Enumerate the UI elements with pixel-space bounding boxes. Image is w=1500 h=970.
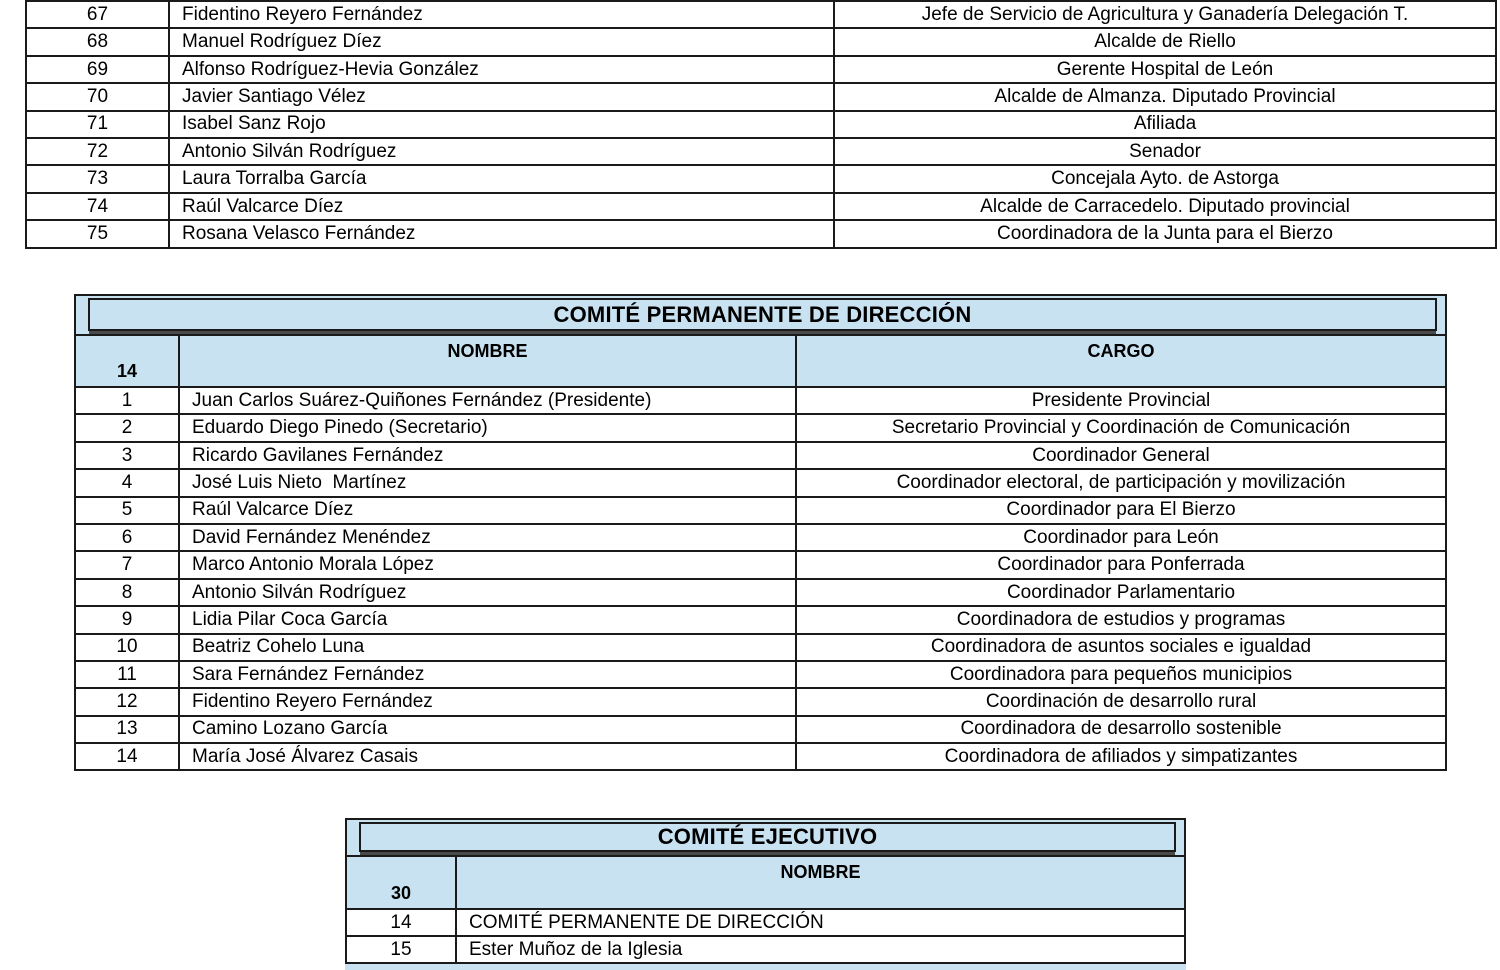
row-cargo: Coordinador General	[796, 442, 1446, 469]
comite-ejecutivo-section	[345, 818, 1186, 970]
comite-permanente-row	[75, 661, 1446, 688]
row-name: David Fernández Menéndez	[179, 524, 796, 551]
comite-permanente-row	[75, 634, 1446, 661]
row-number: 5	[75, 497, 179, 524]
member-name: Javier Santiago Vélez	[169, 83, 834, 110]
comite-ejecutivo-header-row	[346, 856, 1185, 909]
member-number: 67	[26, 1, 169, 28]
row-cargo: Coordinadora de desarrollo sostenible	[796, 716, 1446, 743]
row-name: María José Álvarez Casais	[179, 743, 796, 770]
row-cargo: Coordinador electoral, de participación y movilización	[796, 469, 1446, 496]
row-number: 3	[75, 442, 179, 469]
row-name: Camino Lozano García	[179, 716, 796, 743]
comite-ejecutivo-title: COMITÉ EJECUTIVO	[359, 822, 1176, 852]
member-number: 69	[26, 56, 169, 83]
row-name: Ester Muñoz de la Iglesia	[456, 936, 1185, 963]
row-cargo: Coordinadora de estudios y programas	[796, 606, 1446, 633]
members-table	[25, 0, 1497, 249]
comite-permanente-row	[75, 387, 1446, 414]
row-name: Raúl Valcarce Díez	[179, 497, 796, 524]
member-cargo: Afiliada	[834, 111, 1496, 138]
comite-permanente-row	[75, 551, 1446, 578]
row-number: 1	[75, 387, 179, 414]
row-cargo: Coordinadora para pequeños municipios	[796, 661, 1446, 688]
member-number: 68	[26, 28, 169, 55]
row-name: Sara Fernández Fernández	[179, 661, 796, 688]
member-name: Manuel Rodríguez Díez	[169, 28, 834, 55]
member-name: Raúl Valcarce Díez	[169, 193, 834, 220]
row-name: COMITÉ PERMANENTE DE DIRECCIÓN	[456, 909, 1185, 936]
row-name: José Luis Nieto Martínez	[179, 469, 796, 496]
row-number: 6	[75, 524, 179, 551]
row-cargo: Coordinadora de afiliados y simpatizantes	[796, 743, 1446, 770]
member-row	[26, 1, 1496, 28]
member-row	[26, 111, 1496, 138]
comite-permanente-row	[75, 469, 1446, 496]
comite-permanente-section	[74, 294, 1447, 771]
member-name: Alfonso Rodríguez-Hevia González	[169, 56, 834, 83]
row-number: 11	[75, 661, 179, 688]
comite-ejecutivo-count: 30	[346, 856, 456, 909]
row-number: 9	[75, 606, 179, 633]
member-cargo: Alcalde de Carracedelo. Diputado provincial	[834, 193, 1496, 220]
row-number: 14	[75, 743, 179, 770]
comite-permanente-row	[75, 579, 1446, 606]
row-cargo: Coordinador Parlamentario	[796, 579, 1446, 606]
member-cargo: Gerente Hospital de León	[834, 56, 1496, 83]
member-name: Rosana Velasco Fernández	[169, 220, 834, 247]
row-cargo: Secretario Provincial y Coordinación de Comunicación	[796, 414, 1446, 441]
row-name: Antonio Silván Rodríguez	[179, 579, 796, 606]
row-cargo: Coordinadora de asuntos sociales e igualdad	[796, 634, 1446, 661]
row-cargo: Presidente Provincial	[796, 387, 1446, 414]
comite-permanente-row	[75, 716, 1446, 743]
comite-permanente-grid	[74, 334, 1447, 771]
row-number: 13	[75, 716, 179, 743]
row-name: Lidia Pilar Coca García	[179, 606, 796, 633]
member-row	[26, 193, 1496, 220]
column-header-nombre: NOMBRE	[456, 856, 1185, 909]
row-cargo: Coordinación de desarrollo rural	[796, 688, 1446, 715]
comite-ejecutivo-grid	[345, 855, 1186, 964]
comite-permanente-row	[75, 606, 1446, 633]
member-row	[26, 28, 1496, 55]
member-cargo: Alcalde de Almanza. Diputado Provincial	[834, 83, 1496, 110]
comite-permanente-title-band	[74, 294, 1447, 334]
row-name: Beatriz Cohelo Luna	[179, 634, 796, 661]
member-number: 71	[26, 111, 169, 138]
member-row	[26, 83, 1496, 110]
comite-permanente-count: 14	[75, 335, 179, 387]
comite-permanente-row	[75, 414, 1446, 441]
row-number: 14	[346, 909, 456, 936]
member-number: 70	[26, 83, 169, 110]
member-number: 75	[26, 220, 169, 247]
comite-ejecutivo-row	[346, 909, 1185, 936]
members-table-grid	[25, 0, 1497, 249]
member-row	[26, 165, 1496, 192]
member-cargo: Coordinadora de la Junta para el Bierzo	[834, 220, 1496, 247]
comite-permanente-row	[75, 497, 1446, 524]
row-number: 4	[75, 469, 179, 496]
comite-permanente-row	[75, 688, 1446, 715]
comite-ejecutivo-title-band	[345, 818, 1186, 855]
row-number: 15	[346, 936, 456, 963]
comite-permanente-header-row	[75, 335, 1446, 387]
member-name: Laura Torralba García	[169, 165, 834, 192]
row-name: Fidentino Reyero Fernández	[179, 688, 796, 715]
cutoff-next-row-sliver	[345, 964, 1186, 970]
row-name: Eduardo Diego Pinedo (Secretario)	[179, 414, 796, 441]
member-name: Isabel Sanz Rojo	[169, 111, 834, 138]
row-number: 7	[75, 551, 179, 578]
row-name: Marco Antonio Morala López	[179, 551, 796, 578]
comite-permanente-row	[75, 442, 1446, 469]
row-number: 12	[75, 688, 179, 715]
member-name: Fidentino Reyero Fernández	[169, 1, 834, 28]
column-header-cargo: CARGO	[796, 335, 1446, 387]
member-row	[26, 220, 1496, 247]
member-row	[26, 138, 1496, 165]
row-name: Ricardo Gavilanes Fernández	[179, 442, 796, 469]
row-number: 2	[75, 414, 179, 441]
row-cargo: Coordinador para Ponferrada	[796, 551, 1446, 578]
member-cargo: Senador	[834, 138, 1496, 165]
member-name: Antonio Silván Rodríguez	[169, 138, 834, 165]
member-cargo: Jefe de Servicio de Agricultura y Ganadería Delegación T.	[834, 1, 1496, 28]
member-cargo: Alcalde de Riello	[834, 28, 1496, 55]
row-cargo: Coordinador para El Bierzo	[796, 497, 1446, 524]
comite-ejecutivo-row	[346, 936, 1185, 963]
member-cargo: Concejala Ayto. de Astorga	[834, 165, 1496, 192]
member-number: 74	[26, 193, 169, 220]
comite-permanente-row	[75, 524, 1446, 551]
row-number: 10	[75, 634, 179, 661]
row-name: Juan Carlos Suárez-Quiñones Fernández (Presidente)	[179, 387, 796, 414]
member-row	[26, 56, 1496, 83]
comite-permanente-row	[75, 743, 1446, 770]
member-number: 72	[26, 138, 169, 165]
comite-permanente-title: COMITÉ PERMANENTE DE DIRECCIÓN	[88, 298, 1437, 331]
row-cargo: Coordinador para León	[796, 524, 1446, 551]
row-number: 8	[75, 579, 179, 606]
column-header-nombre: NOMBRE	[179, 335, 796, 387]
member-number: 73	[26, 165, 169, 192]
